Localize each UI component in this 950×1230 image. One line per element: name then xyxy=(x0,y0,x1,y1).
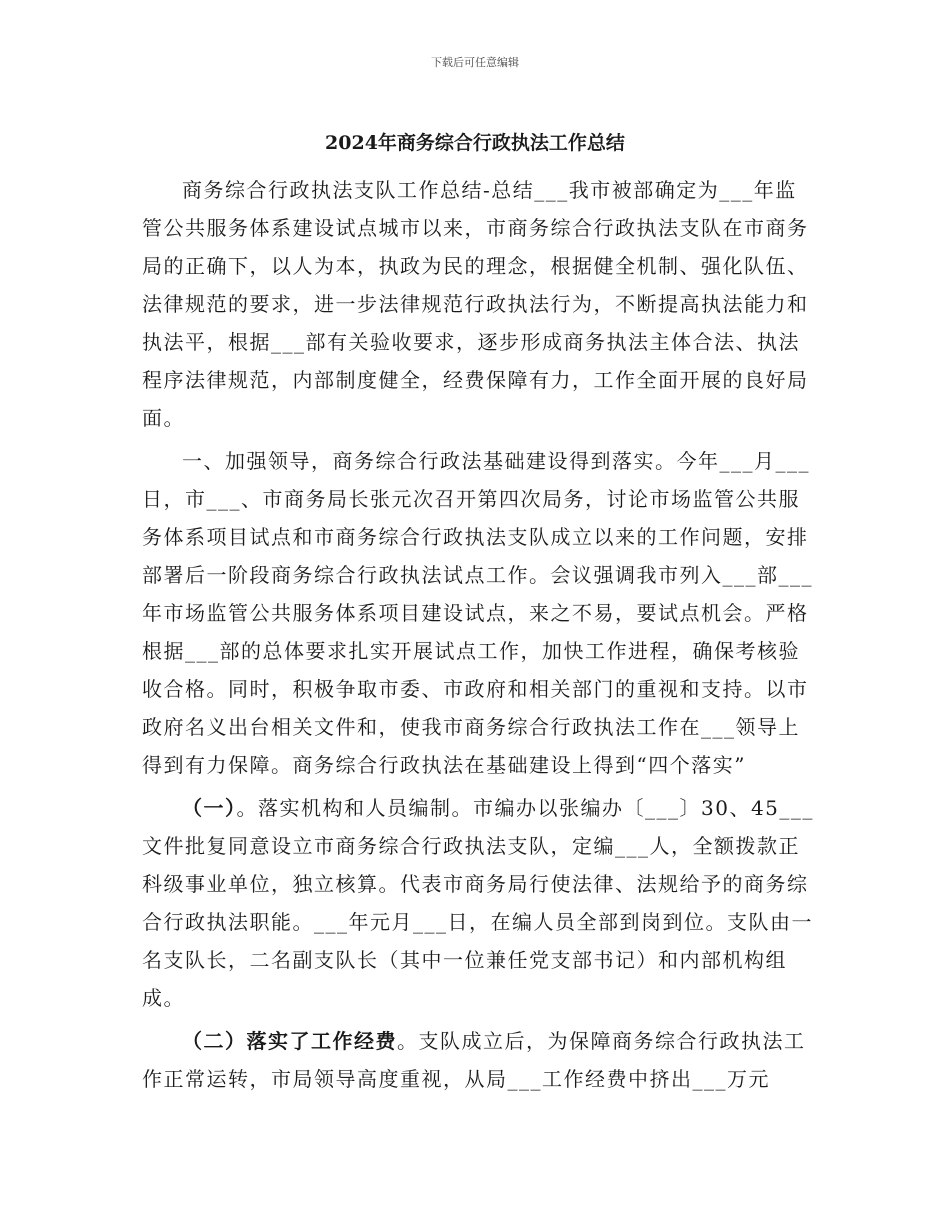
document-title: 2024年商务综合行政执法工作总结 xyxy=(325,132,625,154)
document-body xyxy=(142,171,814,1103)
paragraph-section-1 xyxy=(142,442,814,784)
paragraph-text: 商务综合行政执法支队工作总结-总结___我市被部确定为___年监管公共服务体系建设试点城市以来，市商务综合行政执法支队在市商务局的正确下，以人为本，执政为民的理念，根据健全机制、强化队伍、法律规范的要求，进一步法律规范行政执法行为，不断提高执法能力和执法平，根据___部有关验收要求，逐步形成商务执法主体合法、执法程序法律规范，内部制度健全，经费保障有力，工作全面开展的良好局面。 xyxy=(142,178,809,430)
paragraph-text: 一、加强领导，商务综合行政法基础建设得到落实。今年___月___日，市___、市商务局长张元次召开第四次局务，讨论市场监管公共服务体系项目试点和市商务综合行政执法支队成立以来的工作问题，安排部署后一阶段商务综合行政执法试点工作。会议强调我市列入___部___年市场监管公共服务体系项目建设试点，来之不易，要试点机会。严格根据___部的总体要求扎实开展试点工作，加快工作进程，确保考核验收合格。同时，积极争取市委、市政府和相关部门的重视和支持。以市政府名义出台相关文件和，使我市商务综合行政执法工作在___领导上得到有力保障。商务综合行政执法在基础建设上得到“四个落实” xyxy=(142,449,813,777)
paragraph-text: 。支队成立后，为保障商务综合行政执法工作正常运转，市局领导高度重视，从局___工作经费中挤出___万元 xyxy=(142,1029,806,1091)
paragraph-intro xyxy=(142,171,814,437)
header-note: 下载后可任意编辑 xyxy=(431,56,519,69)
paragraph-subsection-1 xyxy=(142,789,814,1017)
paragraph-lead: （一） xyxy=(182,796,237,820)
paragraph-text: 。落实机构和人员编制。市编办以张编办〔___〕30、45___文件批复同意设立市商务综合行政执法支队，定编___人，全额拨款正科级事业单位，独立核算。代表市商务局行使法律、法规给予的商务综合行政执法职能。___年元月___日，在编人员全部到岗到位。支队由一名支队长，二名副支队长（其中一位兼任党支部书记）和内部机构组成。 xyxy=(142,796,814,1010)
paragraph-lead: （二）落实了工作经费 xyxy=(182,1029,397,1053)
paragraph-subsection-2 xyxy=(142,1022,814,1098)
